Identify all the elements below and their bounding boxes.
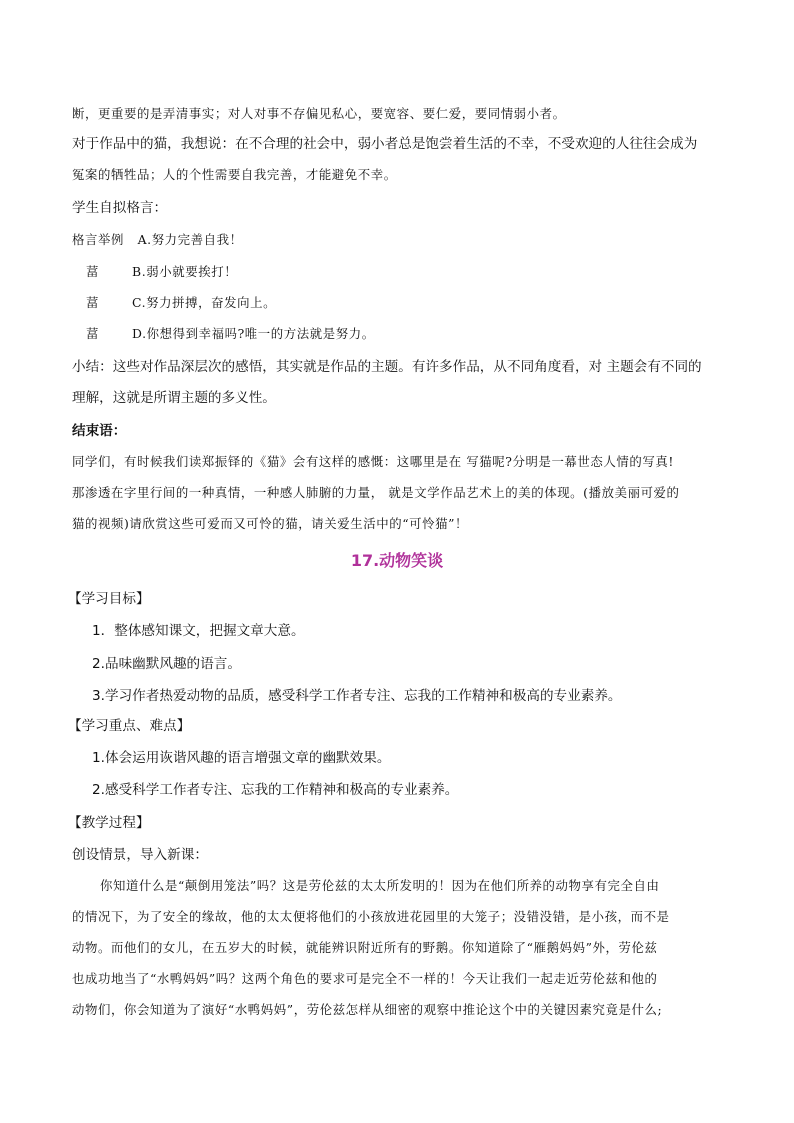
intro-label: 创设情景，导入新课： [72, 847, 208, 863]
motto-option-c [86, 293, 276, 313]
lesson-title: 17.动物笑谈 [350, 551, 444, 570]
paragraph-line: 冤案的牺牲品；人的个性需要自我完善，才能避免不幸。 [72, 167, 397, 182]
option-mark: 葍 [86, 295, 99, 310]
motto-option-b [86, 262, 237, 282]
option-mark: 葍 [86, 326, 99, 341]
motto-b-text: B.弱小就要挨打！ [132, 264, 238, 279]
intro-line: 的情况下，为了安全的缘故，他的太太便将他们的小孩放进花园里的大笼子；没错没错，是小孩，而不是 [72, 909, 670, 924]
goals-heading: 【学习目标】 [68, 591, 150, 607]
motto-a-text: A.努力完善自我！ [137, 232, 243, 247]
intro-line: 也成功地当了“水鸭妈妈”吗？这两个角色的要求可是完全不一样的！今天让我们一起走近劳伦兹和他的 [72, 971, 658, 986]
closing-line: 猫的视频)请欣赏这些可爱而又可怜的猫，请关爱生活中的“可怜猫”！ [72, 516, 469, 531]
motto-option-d [86, 324, 375, 344]
intro-line: 动物。而他们的女儿，在五岁大的时候，就能辨识附近所有的野鹅。你知道除了“雁鹅妈妈”外，劳伦兹 [72, 940, 658, 955]
closing-line: 同学们，有时候我们读郑振铎的《猫》会有这样的感慨：这哪里是在 写猫呢?分明是一幕世态人情的写真! [72, 454, 674, 469]
paragraph-line: 断，更重要的是弄清事实；对人对事不存偏见私心，要宽容、要仁爱，要同情弱小者。 [72, 106, 566, 121]
process-heading: 【教学过程】 [68, 815, 150, 831]
student-motto-label: 学生自拟格言： [72, 200, 168, 216]
key-points-heading: 【学习重点、难点】 [68, 718, 191, 734]
motto-c-text: C.努力拼搏，奋发向上。 [132, 295, 277, 310]
key-point-item: 2.感受科学工作者专注、忘我的工作精神和极高的专业素养。 [92, 782, 459, 798]
paragraph-line: 对于作品中的猫，我想说：在不合理的社会中，弱小者总是饱尝着生活的不幸，不受欢迎的人往往会成为 [72, 136, 698, 152]
closing-line: 那渗透在字里行间的一种真情，一种感人肺腑的力量， 就是文学作品艺术上的美的体现。(播放美丽可爱的 [72, 485, 680, 500]
goal-item: 2.品味幽默风趣的语言。 [92, 656, 241, 672]
key-point-item: 1.体会运用诙谐风趣的语言增强文章的幽默效果。 [92, 750, 391, 766]
summary-line: 理解，这就是所谓主题的多义性。 [72, 390, 276, 406]
motto-example-a [72, 230, 243, 250]
motto-example-label: 格言举例 [72, 232, 124, 247]
intro-line: 动物们，你会知道为了演好“水鸭妈妈”，劳伦兹怎样从细密的观察中推论这个中的关键因素究竟是什么; [72, 1002, 663, 1017]
intro-line: 你知道什么是“颠倒用笼法”吗？这是劳伦兹的太太所发明的！因为在他们所养的动物享有完全自由 [100, 878, 660, 893]
closing-label: 结束语： [72, 423, 127, 439]
option-mark: 葍 [86, 264, 99, 279]
goal-item: 1．整体感知课文，把握文章大意。 [92, 623, 305, 639]
goal-item: 3.学习作者热爱动物的品质，感受科学工作者专注、忘我的工作精神和极高的专业素养。 [92, 688, 622, 704]
motto-d-text: D.你想得到幸福吗?唯一的方法就是努力。 [132, 326, 375, 341]
summary-line: 小结：这些对作品深层次的感悟，其实就是作品的主题。有许多作品，从不同角度看，对 主题会有不同的 [72, 359, 702, 375]
